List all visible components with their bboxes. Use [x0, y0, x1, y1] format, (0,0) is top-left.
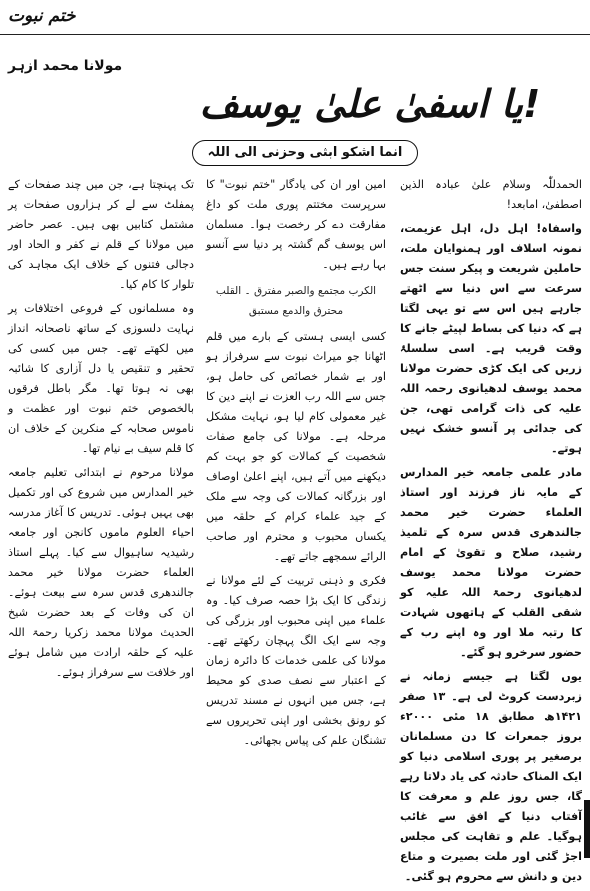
column-middle — [206, 175, 386, 755]
column-left — [8, 175, 194, 687]
masthead-logo: ختم نبوت — [8, 6, 76, 26]
masthead-rule — [0, 34, 590, 35]
paragraph: یوں لگتا ہے جیسے زمانہ نے زبردست کروٹ لی ہے۔ ۱۳ صفر ۱۴۲۱ھ مطابق ۱۸ مئی ۲۰۰۰ء بروز جمعرات کا دن مسلمانان برصغیر پر پوری اسلامی دنیا کو ایک المناک حادثہ کی یاد دلاتا رہے گا، جس روز علم و معرفت کا آفتاب دنیا کے افق سے غائب ہوگیا۔ علم و تقاہت کی مجلس اجڑ گئی اور ملت بصیرت و متاع دین و دانش سے محروم ہو گئی۔ — [400, 670, 583, 883]
quote-banner: انما اشکو ابثی وحزنی الی اللہ — [192, 140, 418, 166]
paragraph: فکری و ذہنی تربیت کے لئے مولانا نے زندگی کا ایک بڑا حصہ صرف کیا۔ وہ علماء میں اپنی محبوب اور بزرگی کی وجہ سے ایک الگ پہچان رکھتے تھے۔ مولانا کی علمی خدمات کا دائرہ زمان کے اعتبار سے نصف صدی کو محیط ہے، جس میں انہوں نے مسند تدریس کو رونق بخشی اور اپنی تحریروں سے تشنگان علم کی پیاس بجھائی۔ — [206, 574, 386, 747]
paragraph: وہ مسلمانوں کے فروعی اختلافات پر نہایت دلسوزی کے ساتھ ناصحانہ انداز میں لکھتے تھے۔ جس میں کسی کی تحقیر و تنقیص یا دل آزاری کا شائبہ بھی نہ ہوتا تھا۔ مگر باطل فرقوں بالخصوص ختم نبوت اور عظمت و ناموس صحابہ کے منکرین کے خلاف ان کا قلم سیف بے نیام تھا۔ — [8, 302, 194, 455]
paragraph: مولانا مرحوم نے ابتدائی تعلیم جامعہ خیر المدارس میں شروع کی اور تکمیل بھی یہیں ہوئی۔ تدریس کا آغاز مدرسہ احیاء العلوم ماموں کانجن اور جامعہ رشیدیہ ساہیوال سے کیا۔ پہلے استاذ العلماء حضرت مولانا خیر محمد جالندھری قدس سرہ سے بیعت ہوئے۔ ان کی وفات کے بعد حضرت شیخ الحدیث مولانا محمد زکریا رحمۃ اللہ علیہ کے حلقہ ارادت میں شامل ہوئے اور خلافت سے سرفراز ہوئے۔ — [8, 466, 194, 679]
paragraph: واسفاہ! اہل دل، اہل عزیمت، نمونہ اسلاف اور ہمنوایان ملت، حاملین شریعت و پیکر سنت جس سرعت سے اس دنیا سے اٹھتے جارہے ہیں اس سے تو یہی لگتا ہے کہ دنیا کی بساط لپیٹے جانے کا وقت قریب ہے۔ اسی سلسلۂ زریں کی ایک کڑی حضرت مولانا محمد یوسف لدھیانوی رحمہ اللہ علیہ کی ذات گرامی تھی، جن کی جدائی پر آنسو خشک نہیں ہوتے۔ — [400, 222, 582, 455]
author-name: مولانا محمد ازہر — [8, 58, 123, 74]
paragraph: مادر علمی جامعہ خیر المدارس کے مایہ ناز فرزند اور استاذ العلماء حضرت خیر محمد جالندھری قدس سرہ کے تلمیذ رشید، صلاح و تقویٰ کے امام حضرت مولانا محمد یوسف لدھیانوی رحمۃ اللہ علیہ کو شقی القلب کے ہاتھوں شہادت کا رتبہ ملا اور وہ اپنے رب کے حضور سرخرو ہو گئے۔ — [400, 466, 582, 659]
article-title: یا اسفیٰ علیٰ یوسف! — [199, 82, 541, 126]
paragraph: تک پہنچتا ہے، جن میں چند صفحات کے پمفلٹ سے لے کر ہزاروں صفحات پر مشتمل کتابیں بھی ہیں۔ عصر حاضر میں مولانا کے قلم نے کفر و الحاد اور دجالی فتنوں کے خلاف ایک مجاہد کی تلوار کا کام کیا۔ — [8, 178, 194, 291]
opening-line: الحمدللّٰہ وسلام علیٰ عبادہ الذین اصطفیٰ، امابعد! — [400, 178, 582, 211]
page-edge-band — [584, 800, 590, 858]
column-right — [400, 175, 582, 891]
paragraph: کسی ایسی ہستی کے بارے میں قلم اٹھانا جو میراث نبوت سے سرفراز ہو اور بے شمار خصائص کی حامل ہو، جس سے اللہ رب العزت نے اپنے دین کا غیر معمولی کام لیا ہو، نہایت مشکل مرحلہ ہے۔ مولانا کی جامع صفات شخصیت کے کمالات کو جو بہت کم دیکھنے میں آتے ہیں، اپنے اعلیٰ اوصاف اور بزرگانہ کمالات کی وجہ سے ملک کے جید علماء کرام کے حلقہ میں یکساں محبوب و محترم اور صاحب الرائے سمجھے جاتے تھے۔ — [206, 330, 386, 563]
poem-verse: الکرب مجتمع والصبر مفترق ۔ القلب محترق والدمع مستبق — [215, 285, 377, 317]
paragraph: امین اور ان کی یادگار "ختم نبوت" کا سرپرست مختتم پوری ملت کو داغ مفارقت دے کر رخصت ہوا۔ مسلمان اس یوسف گم گشتہ پر دنیا سے آنسو بہا رہے ہیں۔ — [206, 178, 386, 271]
